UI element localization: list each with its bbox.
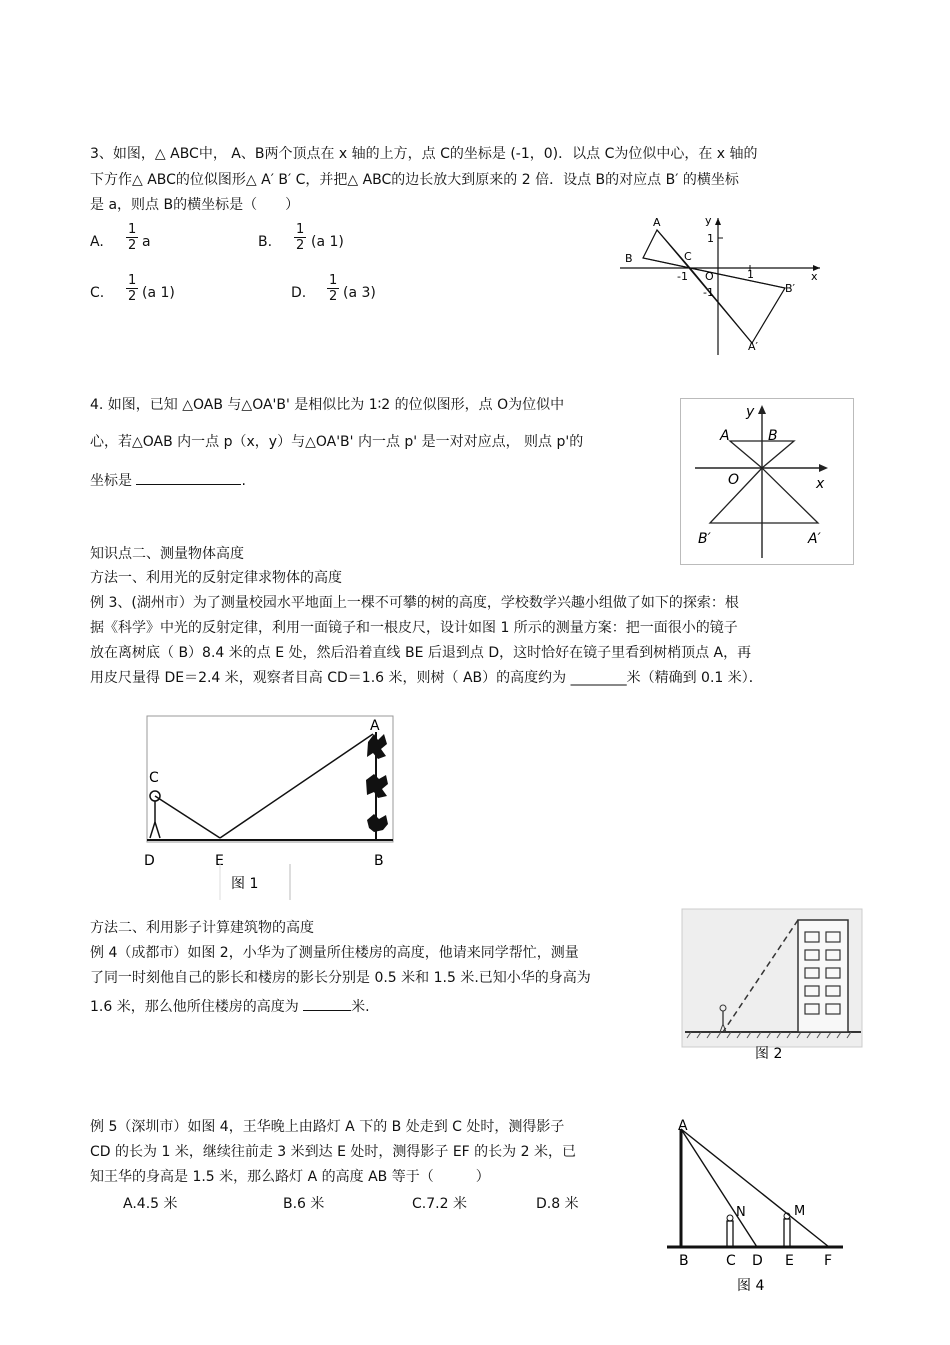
answer-suffix: . — [241, 473, 246, 489]
ex5-line3: 知王华的身高是 1.5 米，那么路灯 A 的高度 AB 等于（ ） — [90, 1169, 490, 1185]
label-y: y — [705, 214, 712, 227]
fraction — [126, 273, 138, 304]
method1-heading: 方法一、利用光的反射定律求物体的高度 — [90, 570, 342, 586]
ex3-line2: 据《科学》中光的反射定律，利用一面镜子和一根皮尺，设计如图 1 所示的测量方案：把一面很小的镜子 — [90, 620, 738, 636]
numerator: 1 — [128, 273, 137, 288]
ex5-line1: 例 5（深圳市）如图 4，王华晚上由路灯 A 下的 B 处走到 C 处时，测得影子 — [90, 1119, 565, 1135]
tree-icon — [366, 732, 388, 840]
q4-text-line3 — [90, 470, 246, 490]
label-a: A — [678, 1118, 688, 1134]
ex4-line2: 了同一时刻他自己的影长和楼房的影长分别是 0.5 米和 1.5 米.已知小华的身高为 — [90, 970, 591, 986]
label-b: B — [768, 428, 778, 444]
ex5-option-a: A.4.5 米 — [123, 1196, 178, 1212]
label-b-prime: B′ — [698, 531, 711, 547]
figure-2 — [681, 908, 865, 1066]
ex5-option-d: D.8 米 — [536, 1196, 579, 1212]
light-ray-to-f — [681, 1129, 829, 1247]
option-tail: (a 1) — [311, 234, 344, 250]
label-b: B — [374, 853, 384, 869]
numerator: 1 — [329, 273, 338, 288]
option-label: A. — [90, 234, 104, 250]
denominator: 2 — [296, 238, 305, 253]
label-d: D — [144, 853, 155, 869]
label-c: C — [726, 1253, 736, 1269]
answer-suffix: 米. — [351, 999, 370, 1015]
option-tail: (a 1) — [142, 285, 175, 301]
ex4-line1: 例 4（成都市）如图 2，小华为了测量所住楼房的高度，他请来同学帮忙，测量 — [90, 945, 579, 961]
answer-prefix: 坐标是 — [90, 473, 132, 489]
label-d: D — [752, 1253, 763, 1269]
label-neg1-x: -1 — [677, 270, 688, 283]
figure-caption: 图 1 — [231, 876, 259, 892]
label-n: N — [736, 1205, 746, 1220]
y-axis-arrow-icon — [715, 218, 721, 225]
figure-caption: 图 2 — [755, 1046, 783, 1062]
label-neg1-y: -1 — [703, 286, 714, 299]
label-a: A — [370, 718, 380, 734]
label-y: y — [746, 404, 755, 420]
ex5-option-c: C.7.2 米 — [412, 1196, 467, 1212]
q4-text-line1: 4. 如图，已知 △OAB 与△OA'B' 是相似比为 1∶2 的位似图形，点 O为位似中 — [90, 397, 565, 413]
label-one-x: 1 — [747, 268, 754, 281]
answer-blank[interactable] — [303, 996, 351, 1011]
label-c: C — [684, 250, 692, 263]
section-title: 知识点二、测量物体高度 — [90, 546, 244, 562]
label-e: E — [785, 1253, 794, 1269]
label-a: A — [653, 216, 661, 229]
ex5-line2: CD 的长为 1 米，继续往前走 3 米到达 E 处时，测得影子 EF 的长为 2 米，已 — [90, 1144, 576, 1160]
figure-caption: 图 4 — [737, 1278, 765, 1294]
option-tail: a — [142, 234, 151, 250]
sight-line-to-mirror — [155, 796, 220, 838]
label-x: x — [816, 476, 825, 492]
label-one-y: 1 — [707, 232, 714, 245]
denominator: 2 — [128, 289, 137, 304]
figure-frame — [147, 716, 393, 842]
label-f: F — [824, 1253, 833, 1269]
option-label: D. — [291, 285, 307, 301]
label-c: C — [149, 770, 159, 786]
fraction — [126, 222, 138, 253]
fraction — [327, 273, 339, 304]
figure-1 — [140, 712, 400, 912]
label-a-prime: A′ — [748, 340, 759, 353]
option-tail: (a 3) — [343, 285, 376, 301]
person-at-c-icon — [727, 1215, 733, 1247]
answer-blank[interactable] — [136, 470, 241, 485]
method2-heading: 方法二、利用影子计算建筑物的高度 — [90, 920, 314, 936]
segment-bb-prime — [643, 258, 785, 288]
label-origin: O — [705, 270, 714, 283]
label-b-prime: B′ — [785, 282, 796, 295]
person-at-e-icon — [784, 1213, 790, 1247]
q3-text-line2: 下方作△ ABC的位似图形△ A′ B′ C，并把△ ABC的边长放大到原来的 2 倍．设点 B的对应点 B′ 的横坐标 — [90, 172, 739, 188]
label-x: x — [811, 270, 818, 283]
ex3-line4: 用皮尺量得 DE＝2.4 米，观察者目高 CD＝1.6 米，则树（ AB）的高度约为 ________米（精确到 0.1 米）． — [90, 670, 763, 686]
label-e: E — [215, 853, 224, 869]
label-b: B — [679, 1253, 689, 1269]
label-origin: O — [728, 472, 740, 488]
label-a-prime: A′ — [808, 531, 821, 547]
ex4-line3 — [90, 996, 370, 1016]
light-ray-to-d — [681, 1129, 757, 1247]
triangle-abc — [643, 230, 690, 268]
denominator: 2 — [128, 238, 137, 253]
q3-coordinate-figure — [615, 210, 830, 358]
option-label: C. — [90, 285, 105, 301]
reflection-line-to-treetop — [220, 734, 373, 838]
q4-similar-triangles-figure — [680, 398, 855, 566]
q3-text-line3: 是 a，则点 B的横坐标是（ ） — [90, 197, 300, 213]
label-a: A — [720, 428, 730, 444]
label-m: M — [794, 1204, 806, 1219]
ex3-line1: 例 3、(湖州市）为了测量校园水平地面上一棵不可攀的树的高度，学校数学兴趣小组做了如下的探索：根 — [90, 595, 739, 611]
answer-prefix: 1.6 米，那么他所住楼房的高度为 — [90, 999, 299, 1015]
figure-4 — [665, 1115, 847, 1300]
label-b: B — [625, 252, 633, 265]
numerator: 1 — [296, 222, 305, 237]
denominator: 2 — [329, 289, 338, 304]
q3-text-line1: 3、如图，△ ABC中， A、B两个顶点在 x 轴的上方，点 C的坐标是 (-1，0)．以点 C为位似中心，在 x 轴的 — [90, 146, 758, 162]
q4-text-line2: 心，若△OAB 内一点 p（x，y）与△OA'B' 内一点 p' 是一对对应点， 则点 p'的 — [90, 434, 584, 450]
option-label: B. — [258, 234, 273, 250]
fraction — [294, 222, 306, 253]
ex5-option-b: B.6 米 — [283, 1196, 325, 1212]
ex3-line3: 放在离树底（ B）8.4 米的点 E 处，然后沿着直线 BE 后退到点 D，这时恰好在镜子里看到树梢顶点 A，再 — [90, 645, 752, 661]
numerator: 1 — [128, 222, 137, 237]
